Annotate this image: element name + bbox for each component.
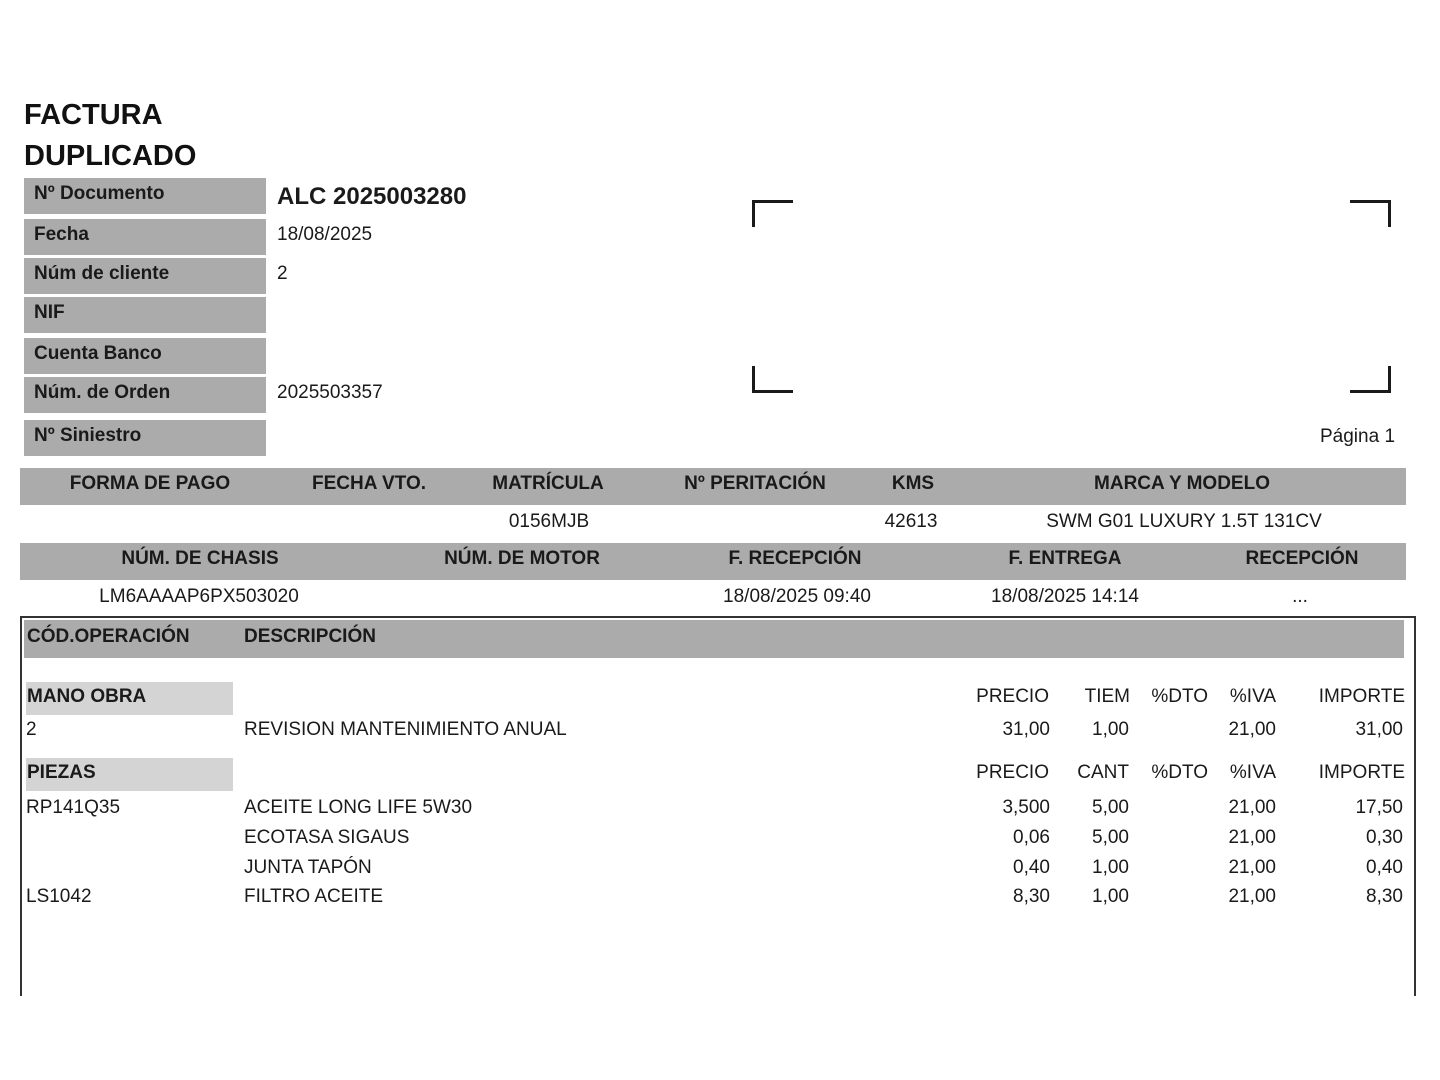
corner-mark-top-left: [752, 200, 793, 227]
header-reception: RECEPCIÓN: [1245, 548, 1359, 569]
value-plate: 0156MJB: [508, 511, 590, 532]
parts-row-amount: 17,50: [1355, 797, 1403, 818]
parts-row-price: 3,500: [1002, 797, 1050, 818]
value-delivery-date: 18/08/2025 14:14: [991, 586, 1139, 607]
parts-row-vat: 21,00: [1228, 827, 1276, 848]
label-client-number: Núm de cliente: [24, 258, 266, 294]
parts-row-price: 8,30: [1013, 886, 1050, 907]
corner-mark-top-right: [1350, 200, 1391, 227]
label-order-number: Núm. de Orden: [24, 377, 266, 413]
label-bank-account: Cuenta Banco: [24, 338, 266, 374]
corner-mark-bottom-right: [1350, 366, 1391, 393]
header-due-date: FECHA VTO.: [311, 473, 427, 494]
parts-col-discount: %DTO: [1151, 762, 1208, 783]
parts-row-description: FILTRO ACEITE: [244, 886, 384, 907]
parts-col-price: PRECIO: [976, 762, 1049, 783]
parts-col-quantity: CANT: [1077, 762, 1129, 783]
section-parts: PIEZAS: [26, 758, 233, 791]
labor-row-vat: 21,00: [1228, 719, 1276, 740]
labor-row-amount: 31,00: [1355, 719, 1403, 740]
parts-row-amount: 8,30: [1366, 886, 1403, 907]
parts-row-vat: 21,00: [1228, 797, 1276, 818]
labor-row-code: 2: [26, 719, 37, 740]
parts-row-quantity: 1,00: [1092, 857, 1129, 878]
parts-row-amount: 0,40: [1366, 857, 1403, 878]
header-appraisal-number: Nº PERITACIÓN: [684, 473, 826, 494]
parts-row-description: JUNTA TAPÓN: [244, 857, 372, 878]
labor-row-price: 31,00: [1002, 719, 1050, 740]
chassis-table-header: [20, 543, 1406, 580]
parts-row-quantity: 5,00: [1092, 797, 1129, 818]
parts-row-amount: 0,30: [1366, 827, 1403, 848]
parts-row-quantity: 5,00: [1092, 827, 1129, 848]
value-make-model: SWM G01 LUXURY 1.5T 131CV: [1046, 511, 1322, 532]
label-date: Fecha: [24, 219, 266, 255]
header-plate: MATRÍCULA: [492, 473, 604, 494]
vehicle-table-header: [20, 468, 1406, 505]
operations-box: [20, 616, 1416, 996]
header-reception-date: F. RECEPCIÓN: [728, 548, 862, 569]
page-number: Página 1: [1320, 426, 1396, 447]
labor-col-vat: %IVA: [1229, 686, 1276, 707]
label-claim-number: Nº Siniestro: [24, 420, 266, 456]
value-reception: ...: [1292, 586, 1308, 607]
label-document-number: Nº Documento: [24, 178, 266, 214]
header-kms: KMS: [891, 473, 935, 494]
value-order-number: 2025503357: [277, 382, 383, 403]
corner-mark-bottom-left: [752, 366, 793, 393]
parts-row-price: 0,40: [1013, 857, 1050, 878]
parts-row-code: LS1042: [26, 886, 92, 907]
header-delivery-date: F. ENTREGA: [1008, 548, 1122, 569]
labor-col-amount: IMPORTE: [1318, 686, 1405, 707]
parts-row-vat: 21,00: [1228, 857, 1276, 878]
parts-row-quantity: 1,00: [1092, 886, 1129, 907]
labor-row-time: 1,00: [1092, 719, 1129, 740]
document-title-factura: FACTURA: [24, 99, 163, 131]
parts-row-description: ECOTASA SIGAUS: [244, 827, 410, 848]
header-make-model: MARCA Y MODELO: [1094, 473, 1270, 494]
parts-col-amount: IMPORTE: [1318, 762, 1405, 783]
value-client-number: 2: [277, 263, 288, 284]
labor-col-time: TIEM: [1084, 686, 1130, 707]
parts-row-vat: 21,00: [1228, 886, 1276, 907]
value-reception-date: 18/08/2025 09:40: [723, 586, 871, 607]
header-payment-method: FORMA DE PAGO: [69, 473, 231, 494]
document-title-duplicado: DUPLICADO: [24, 140, 197, 172]
header-chassis-number: NÚM. DE CHASIS: [121, 548, 279, 569]
parts-row-description: ACEITE LONG LIFE 5W30: [244, 797, 473, 818]
value-date: 18/08/2025: [277, 224, 373, 245]
labor-col-discount: %DTO: [1151, 686, 1208, 707]
parts-row-price: 0,06: [1013, 827, 1050, 848]
label-nif: NIF: [24, 297, 266, 333]
value-chassis-number: LM6AAAAP6PX503020: [99, 586, 299, 607]
labor-row-description: REVISION MANTENIMIENTO ANUAL: [244, 719, 567, 740]
operations-header: [24, 620, 1404, 658]
parts-col-vat: %IVA: [1229, 762, 1276, 783]
header-description: DESCRIPCIÓN: [244, 626, 376, 647]
labor-col-price: PRECIO: [976, 686, 1049, 707]
value-document-number: ALC 2025003280: [277, 183, 467, 210]
section-labor: MANO OBRA: [26, 682, 233, 715]
header-operation-code: CÓD.OPERACIÓN: [27, 626, 190, 647]
value-kms: 42613: [884, 511, 938, 532]
parts-row-code: RP141Q35: [26, 797, 121, 818]
header-engine-number: NÚM. DE MOTOR: [444, 548, 600, 569]
